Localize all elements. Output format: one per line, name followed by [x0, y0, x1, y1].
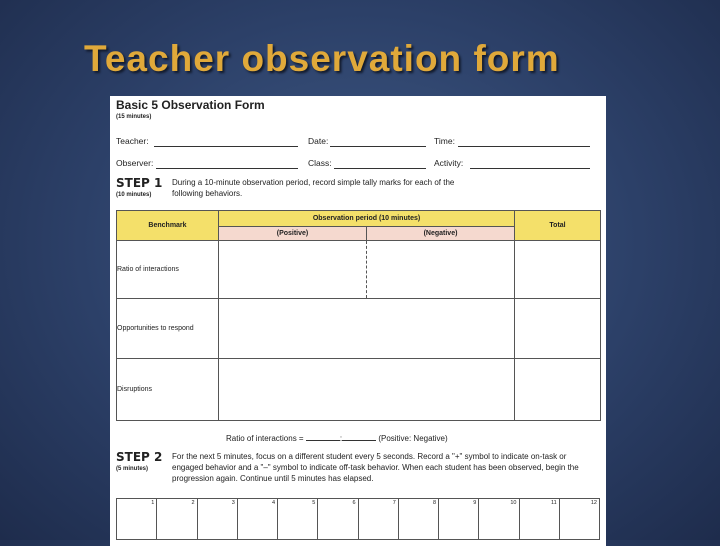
row-label-opportunities: Opportunities to respond — [117, 299, 219, 359]
teacher-label: Teacher: — [116, 136, 149, 146]
step1-duration: (10 minutes) — [116, 192, 152, 198]
slide-title: Teacher observation form — [84, 38, 560, 79]
table-row — [117, 241, 601, 299]
form-subtitle: (15 minutes) — [116, 114, 152, 120]
ratio-total-cell[interactable] — [515, 241, 601, 299]
grid-cell-4[interactable]: 4 — [237, 499, 277, 540]
row-label-disruptions: Disruptions — [117, 359, 219, 421]
grid-cell-2[interactable]: 2 — [157, 499, 197, 540]
disruptions-total-cell[interactable] — [515, 359, 601, 421]
observation-period-header: Observation period (10 minutes) — [219, 211, 515, 227]
grid-cell-5[interactable]: 5 — [278, 499, 318, 540]
time-label: Time: — [434, 136, 455, 146]
benchmark-header: Benchmark — [117, 211, 219, 241]
step2-label: STEP 2 — [116, 450, 163, 464]
total-header: Total — [515, 211, 601, 241]
grid-cell-7[interactable]: 7 — [358, 499, 398, 540]
activity-field[interactable] — [470, 168, 590, 169]
step2-duration: (5 minutes) — [116, 466, 149, 472]
step2-instructions: For the next 5 minutes, focus on a different student every 5 seconds. Record a "+" symbol to indicate on-task or engaged behavior and a "–" symbol to indicate off-task behavior. When each student has been observed, begin the progression again. Continue until 5 minutes has elapsed. — [172, 452, 579, 483]
grid-cell-9[interactable]: 9 — [439, 499, 479, 540]
grid-cell-12[interactable]: 12 — [559, 499, 599, 540]
observation-table — [116, 210, 601, 421]
time-field[interactable] — [458, 146, 590, 147]
date-label: Date: — [308, 136, 329, 146]
observer-field[interactable] — [156, 168, 298, 169]
table-row — [117, 299, 601, 359]
opportunities-total-cell[interactable] — [515, 299, 601, 359]
date-field[interactable] — [330, 146, 426, 147]
positive-header: (Positive) — [219, 227, 367, 241]
disruptions-cell[interactable] — [219, 359, 515, 421]
grid-cell-3[interactable]: 3 — [197, 499, 237, 540]
form-title: Basic 5 Observation Form — [116, 98, 265, 112]
teacher-field[interactable] — [154, 146, 298, 147]
ratio-negative-blank[interactable] — [342, 440, 376, 441]
step1-label: STEP 1 — [116, 176, 163, 190]
ratio-summary-line — [226, 434, 448, 443]
step1-instructions: During a 10-minute observation period, record simple tally marks for each of the following behaviors. — [172, 178, 455, 198]
ratio-positive-cell[interactable] — [219, 241, 367, 299]
observation-form — [110, 96, 606, 546]
ratio-positive-blank[interactable] — [306, 440, 340, 441]
table-row — [117, 359, 601, 421]
ratio-prefix: Ratio of interactions = — [226, 434, 304, 443]
ratio-negative-cell[interactable] — [367, 241, 515, 299]
grid-cell-1[interactable]: 1 — [117, 499, 157, 540]
class-label: Class: — [308, 158, 332, 168]
class-field[interactable] — [334, 168, 426, 169]
ratio-colon: : — [339, 434, 343, 443]
grid-cell-8[interactable]: 8 — [398, 499, 438, 540]
negative-header: (Negative) — [367, 227, 515, 241]
opportunities-cell[interactable] — [219, 299, 515, 359]
table-row — [117, 499, 600, 540]
interval-grid — [116, 498, 600, 540]
grid-cell-10[interactable]: 10 — [479, 499, 519, 540]
row-label-ratio: Ratio of interactions — [117, 241, 219, 299]
grid-cell-6[interactable]: 6 — [318, 499, 358, 540]
observer-label: Observer: — [116, 158, 154, 168]
ratio-suffix: (Positive: Negative) — [378, 434, 448, 443]
activity-label: Activity: — [434, 158, 464, 168]
grid-cell-11[interactable]: 11 — [519, 499, 559, 540]
